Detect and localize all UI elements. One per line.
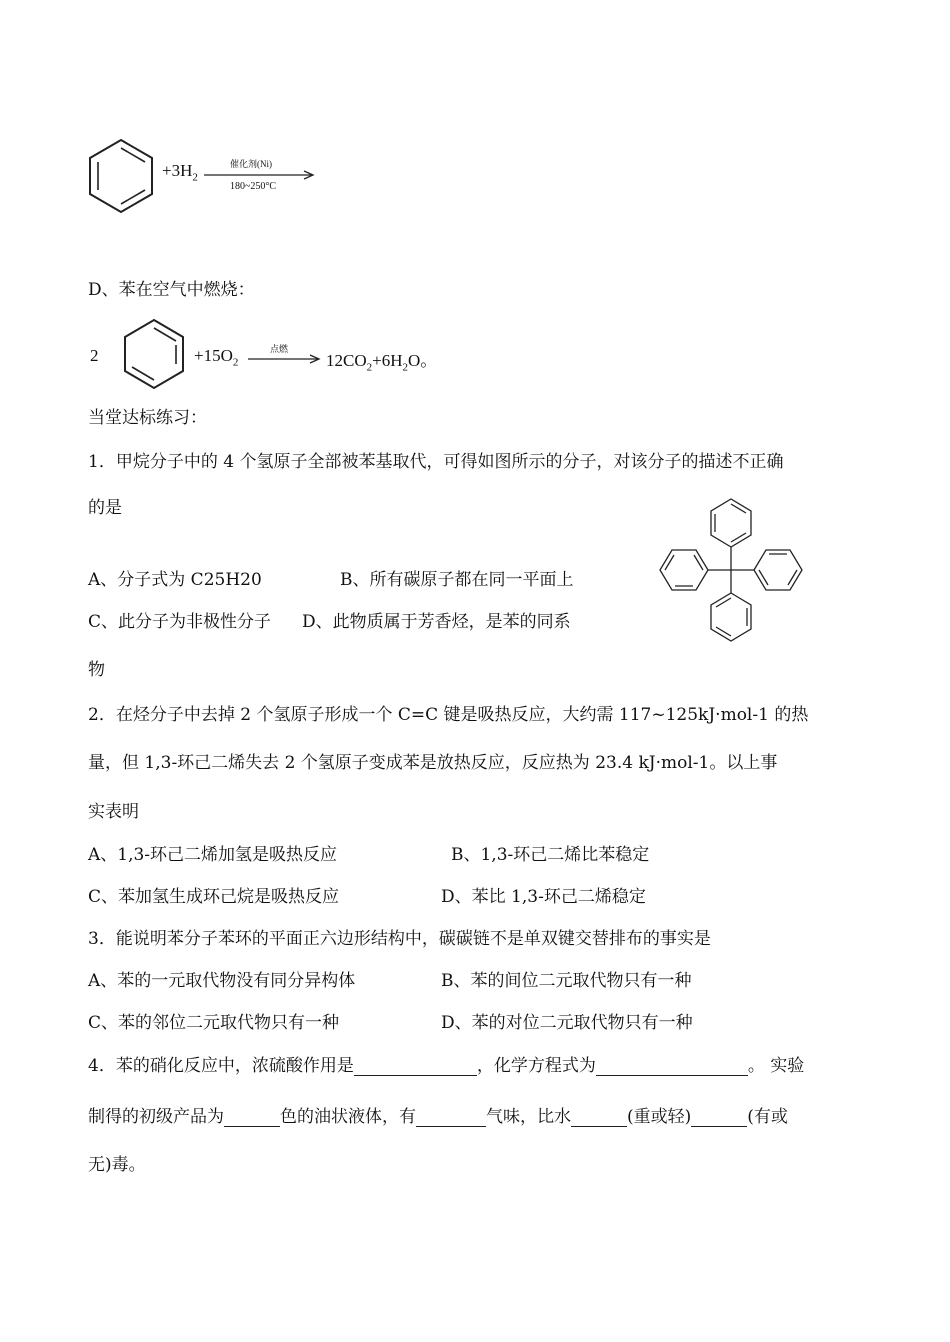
- section-title: 当堂达标练习：: [88, 408, 207, 428]
- q4-text-1c: 。 实验: [747, 1056, 805, 1076]
- q4-line3: 无)毒。: [88, 1155, 146, 1175]
- reagent-o2: $+15O_2$: [194, 346, 239, 369]
- q4-text-2a: 制得的初级产品为: [88, 1107, 224, 1127]
- q3-stem: 3．能说明苯分子苯环的平面正六边形结构中，碳碳链不是单双键交替排布的事实是: [88, 929, 711, 949]
- q2-stem-line3: 实表明: [88, 802, 139, 822]
- answer-blank-toxicity[interactable]: [691, 1108, 747, 1127]
- q2-stem-line1: 2．在烃分子中去掉 2 个氢原子形成一个 C=C 键是吸热反应，大约需 117~125kJ·mol-1 的热: [88, 705, 809, 725]
- q1-option-d-cont: 物: [88, 660, 105, 680]
- q1-stem-line2: 的是: [88, 498, 122, 518]
- answer-blank-role[interactable]: [354, 1057, 477, 1076]
- q1-option-b: B、所有碳原子都在同一平面上: [340, 570, 574, 590]
- reagent-h2: $+3H_2$: [162, 161, 198, 184]
- tetraphenylmethane-structure-icon: [645, 498, 820, 640]
- q2-option-d: D、苯比 1,3-环己二烯稳定: [441, 887, 646, 907]
- q2-option-b: B、1,3-环己二烯比苯稳定: [451, 845, 650, 865]
- q1-option-c: C、此分子为非极性分子: [88, 612, 272, 632]
- q2-stem-line2: 量，但 1,3-环己二烯失去 2 个氢原子变成苯是放热反应，反应热为 23.4 kJ·mol-1。以上事: [88, 753, 778, 773]
- q4-text-2e: (有或: [747, 1107, 788, 1127]
- answer-blank-density[interactable]: [571, 1108, 627, 1127]
- q4-line2: [88, 1107, 788, 1127]
- benzene-ring-icon: [86, 138, 156, 214]
- q3-option-c: C、苯的邻位二元取代物只有一种: [88, 1013, 340, 1033]
- q1-option-a: A、分子式为 C25H20: [88, 570, 262, 590]
- q4-text-2b: 色的油状液体，有: [280, 1107, 416, 1127]
- item-d-label: D、苯在空气中燃烧：: [88, 280, 255, 300]
- q3-option-d: D、苯的对位二元取代物只有一种: [441, 1013, 693, 1033]
- catalyst-label: 催化剂(Ni): [230, 159, 272, 169]
- temperature-label: 180~250°C: [230, 181, 277, 192]
- answer-blank-color[interactable]: [224, 1108, 280, 1127]
- q1-stem-line1: 1．甲烷分子中的 4 个氢原子全部被苯基取代，可得如图所示的分子，对该分子的描述不正确: [88, 452, 784, 472]
- coefficient: 2: [90, 346, 99, 365]
- reaction-arrow-icon: [248, 354, 322, 364]
- ignition-label: 点燃: [270, 344, 289, 354]
- benzene-ring-icon: [121, 318, 187, 390]
- q4-line1: [88, 1056, 804, 1076]
- q3-option-b: B、苯的间位二元取代物只有一种: [441, 971, 692, 991]
- q4-text-2c: 气味，比水: [486, 1107, 571, 1127]
- q1-option-d: D、此物质属于芳香烃，是苯的同系: [302, 612, 571, 632]
- q2-option-c: C、苯加氢生成环己烷是吸热反应: [88, 887, 340, 907]
- answer-blank-equation[interactable]: [596, 1057, 748, 1076]
- reaction-arrow-icon: [204, 170, 316, 180]
- q2-option-a: A、1,3-环己二烯加氢是吸热反应: [88, 845, 338, 865]
- products: $12CO_2+6H_2O$。: [326, 351, 438, 374]
- q4-text-1b: ，化学方程式为: [476, 1056, 596, 1076]
- q4-text-1a: 4．苯的硝化反应中，浓硫酸作用是: [88, 1056, 354, 1076]
- answer-blank-odor[interactable]: [416, 1108, 486, 1127]
- q4-text-2d: (重或轻): [627, 1107, 692, 1127]
- q3-option-a: A、苯的一元取代物没有同分异构体: [88, 971, 356, 991]
